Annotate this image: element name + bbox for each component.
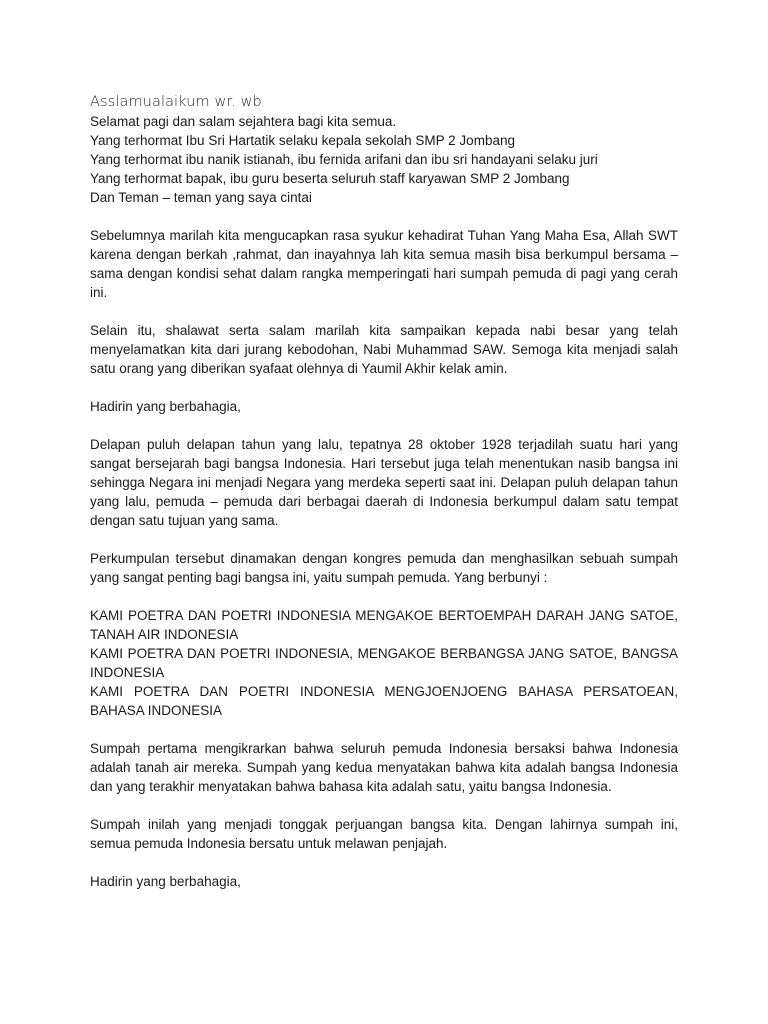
oath-item: KAMI POETRA DAN POETRI INDONESIA, MENGAKOE BERBANGSA JANG SATOE, BANGSA INDONESIA: [90, 646, 678, 680]
oath-item: KAMI POETRA DAN POETRI INDONESIA MENGAKOE BERTOEMPAH DARAH JANG SATOE, TANAH AIR INDONESIA: [90, 608, 678, 642]
paragraph-history: Delapan puluh delapan tahun yang lalu, tepatnya 28 oktober 1928 terjadilah suatu hari yang sangat bersejarah bagi bangsa Indonesia. Hari tersebut juga telah menentukan nasib bangsa ini sehingga Negara ini menjadi Negara yang merdeka seperti saat ini. Delapan puluh delapan tahun yang lalu, pemuda – pemuda dari berbagai daerah di Indonesia berkumpul dalam satu tempat dengan satu tujuan yang sama.: [90, 437, 678, 528]
salutation-line: Dan Teman – teman yang saya cintai: [90, 190, 312, 205]
paragraph-shalawat: Selain itu, shalawat serta salam marilah kita sampaikan kepada nabi besar yang telah menyelamatkan kita dari jurang kebodohan, Nabi Muhammad SAW. Semoga kita menjadi salah satu orang yang diberikan syafaat olehnya di Yaumil Akhir kelak amin.: [90, 323, 678, 376]
salutation-line: Yang terhormat Ibu Sri Hartatik selaku kepala sekolah SMP 2 Jombang: [90, 133, 515, 148]
oath-item: KAMI POETRA DAN POETRI INDONESIA MENGJOENJOENG BAHASA PERSATOEAN, BAHASA INDONESIA: [90, 684, 678, 718]
address-audience: Hadirin yang berbahagia,: [90, 874, 241, 889]
document-page: [90, 93, 678, 891]
paragraph-milestone: Sumpah inilah yang menjadi tonggak perjuangan bangsa kita. Dengan lahirnya sumpah ini, semua pemuda Indonesia bersatu untuk melawan penjajah.: [90, 817, 678, 851]
salutation-line: Yang terhormat bapak, ibu guru beserta seluruh staff karyawan SMP 2 Jombang: [90, 171, 570, 186]
salutation-line: Yang terhormat ibu nanik istianah, ibu fernida arifani dan ibu sri handayani selaku juri: [90, 152, 598, 167]
oath-list: [90, 606, 678, 720]
greeting-heading: Asslamualaikum wr. wb: [90, 94, 262, 110]
address-audience: Hadirin yang berbahagia,: [90, 399, 241, 414]
opening-salutation: [90, 112, 678, 207]
paragraph-gratitude: Sebelumnya marilah kita mengucapkan rasa syukur kehadirat Tuhan Yang Maha Esa, Allah SWT karena dengan berkah ,rahmat, dan inayahnya lah kita semua masih bisa berkumpul bersama – sama dengan kondisi sehat dalam rangka memperingati hari sumpah pemuda di pagi yang cerah ini.: [90, 228, 678, 300]
salutation-line: Selamat pagi dan salam sejahtera bagi kita semua.: [90, 114, 397, 129]
paragraph-oath-meaning: Sumpah pertama mengikrarkan bahwa seluruh pemuda Indonesia bersaksi bahwa Indonesia adalah tanah air mereka. Sumpah yang kedua menyatakan bahwa kita adalah bangsa Indonesia dan yang terakhir menyatakan bahwa bahasa kita adalah satu, yaitu bangsa Indonesia.: [90, 741, 678, 794]
paragraph-congress: Perkumpulan tersebut dinamakan dengan kongres pemuda dan menghasilkan sebuah sumpah yang sangat penting bagi bangsa ini, yaitu sumpah pemuda. Yang berbunyi :: [90, 551, 678, 585]
